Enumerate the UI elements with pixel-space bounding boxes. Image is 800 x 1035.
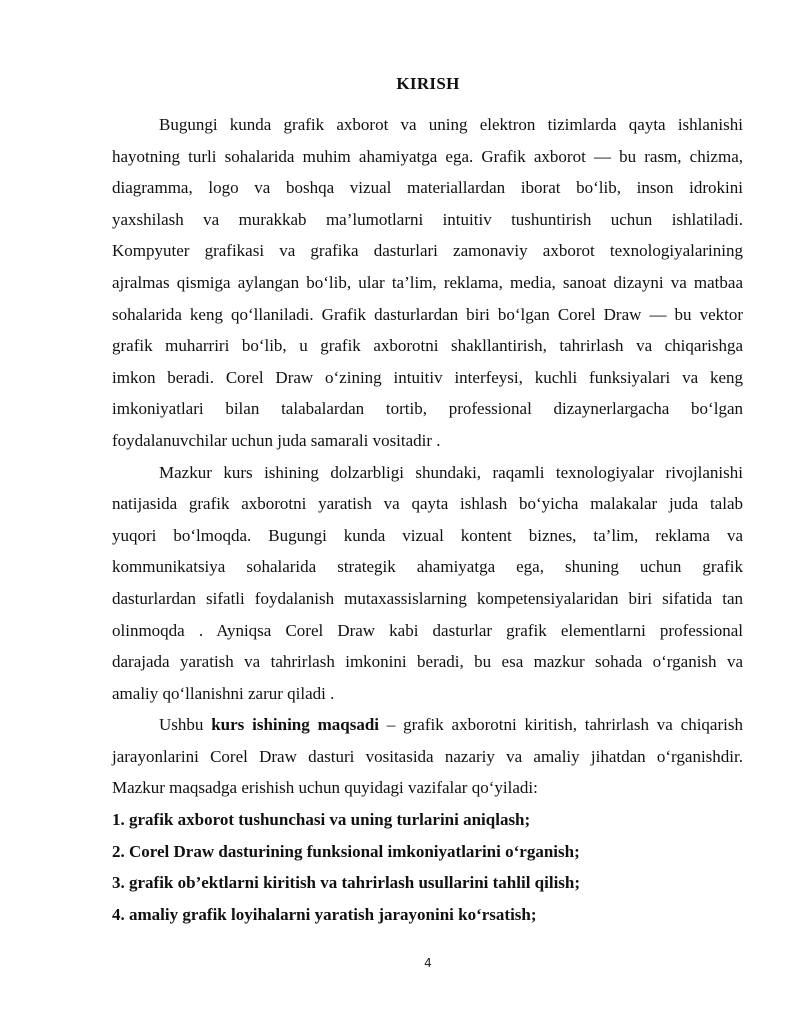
body-text — [112, 109, 743, 930]
goal-bold-term: kurs ishining maqsadi — [211, 715, 379, 735]
goal-prefix: Ushbu — [159, 715, 212, 735]
text-line: darajada yaratish va tahrirlash imkonini beradi, bu esa mazkur sohada o‘rganish va — [112, 652, 743, 672]
text-line: amaliy qo‘llanishni zarur qiladi . — [112, 683, 335, 703]
text-line: Mazkur kurs ishining dolzarbligi shundaki, raqamli texnologiyalar rivojlanishi — [159, 462, 743, 482]
text-line: natijasida grafik axborotni yaratish va qayta ishlash bo‘yicha malakalar juda talab — [112, 494, 743, 514]
text-line: imkoniyatlari bilan talabalardan tortib, professional dizaynerlargacha bo‘lgan — [112, 399, 743, 419]
text-line: yuqori bo‘lmoqda. Bugungi kunda vizual kontent biznes, ta’lim, reklama va — [112, 525, 743, 545]
text-line: Mazkur maqsadga erishish uchun quyidagi vazifalar qo‘yiladi: — [112, 778, 538, 798]
text-line: Kompyuter grafikasi va grafika dasturlari zamonaviy axborot texnologiyalarining — [112, 241, 743, 261]
text-line: diagramma, logo va boshqa vizual materiallardan iborat bo‘lib, inson idrokini — [112, 178, 743, 198]
text-line: olinmoqda . Ayniqsa Corel Draw kabi dasturlar grafik elementlarni professional — [112, 620, 743, 640]
task-item: 4. amaliy grafik loyihalarni yaratish jarayonini ko‘rsatish; — [112, 904, 537, 924]
text-line: yaxshilash va murakkab ma’lumotlarni intuitiv tushuntirish uchun ishlatiladi. — [112, 209, 743, 229]
task-item: 1. grafik axborot tushunchasi va uning turlarini aniqlash; — [112, 810, 531, 830]
text-line: Bugungi kunda grafik axborot va uning elektron tizimlarda qayta ishlanishi — [159, 115, 743, 134]
text-line: sohalarida keng qo‘llaniladi. Grafik dasturlardan biri bo‘lgan Corel Draw — bu vektor — [112, 304, 743, 324]
task-item: 2. Corel Draw dasturining funksional imkoniyatlarini o‘rganish; — [112, 841, 580, 861]
text-line: imkon beradi. Corel Draw o‘zining intuitiv interfeysi, kuchli funksiyalari va keng — [112, 367, 743, 387]
text-line: dasturlardan sifatli foydalanish mutaxassislarning kompetensiyalaridan biri sifatida tan — [112, 588, 743, 608]
page-number: 4 — [424, 956, 432, 970]
text-line: jarayonlarini Corel Draw dasturi vositasida nazariy va amaliy jihatdan o‘rganishdir. — [112, 746, 743, 766]
text-line: foydalanuvchilar uchun juda samarali vositadir . — [112, 430, 441, 450]
paragraph-intro — [112, 109, 743, 457]
paragraph-relevance — [112, 457, 743, 710]
text-line: hayotning turli sohalarida muhim ahamiyatga ega. Grafik axborot — bu rasm, chizma, — [112, 146, 743, 166]
text-line — [112, 709, 743, 741]
text-line: grafik muharriri bo‘lib, u grafik axborotni shakllantirish, tahrirlash va chiqarishga — [112, 336, 743, 356]
task-item: 3. grafik ob’ektlarni kiritish va tahrirlash usullarini tahlil qilish; — [112, 873, 581, 893]
text-line: kommunikatsiya sohalarida strategik ahamiyatga ega, shuning uchun grafik — [112, 557, 743, 577]
text-line: ajralmas qismiga aylangan bo‘lib, ular ta’lim, reklama, media, sanoat dizayni va matbaa — [112, 272, 743, 292]
paragraph-goal — [112, 709, 743, 804]
section-heading: KIRISH — [396, 74, 460, 93]
goal-line-rest: – grafik axborotni kiritish, tahrirlash va chiqarish — [379, 715, 743, 735]
